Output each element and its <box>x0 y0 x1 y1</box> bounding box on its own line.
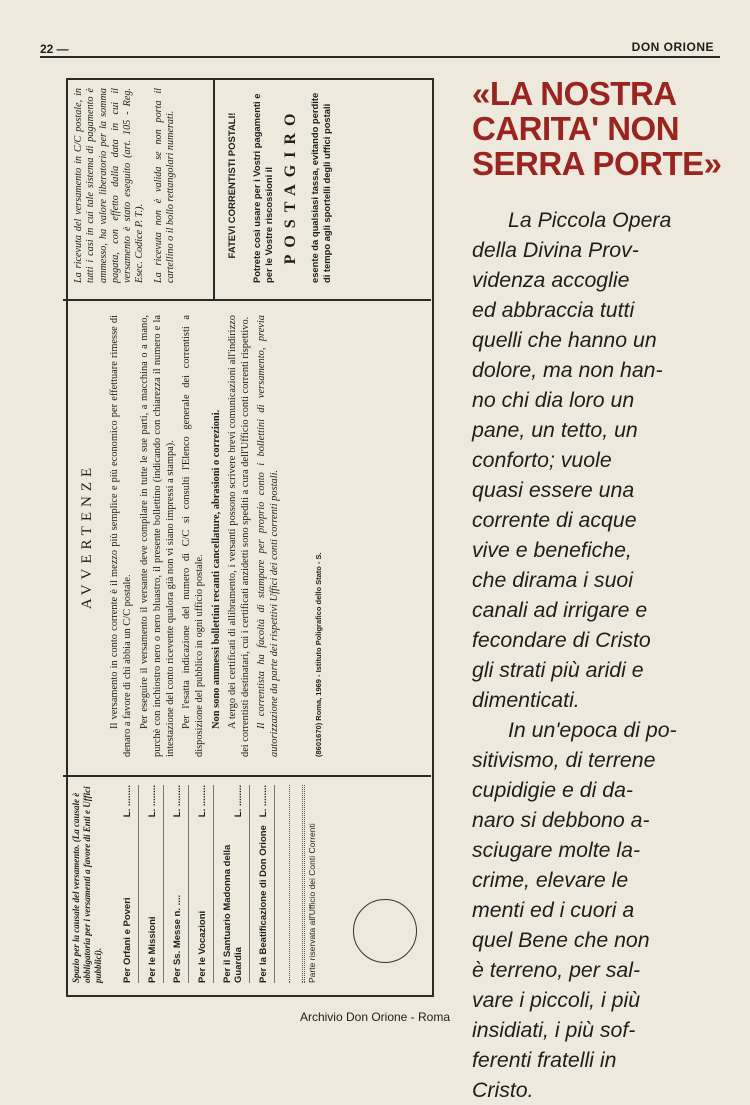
payment-form <box>63 78 431 997</box>
causale-amount: L. ........ <box>147 785 158 818</box>
page-number: 22 — <box>40 42 69 56</box>
causale-row <box>250 785 275 983</box>
causale-amount: L. ........ <box>233 785 244 818</box>
postmark-circle <box>353 899 417 963</box>
causali-note: Spazio per la causale del versamento. (La causale è obbligatoria per i versamenti a favore di Enti e Uffici pubblici). <box>71 786 103 983</box>
causale-label: Per le Missioni <box>147 916 158 983</box>
office-reserved-label: Parte riservata all'Ufficio dei Conti Correnti <box>307 823 317 983</box>
causale-label: Per Ss. Messe n. .... <box>172 894 183 983</box>
postagiro-title: POSTAGIRO <box>282 106 299 265</box>
postagiro-heading: FATEVI CORRENTISTI POSTALI! <box>227 112 238 259</box>
avvertenze-paragraph: Non sono ammessi bollettini recanti cancellature, abrasioni o correzioni. <box>210 409 222 729</box>
causale-amount: L. ........ <box>172 785 183 818</box>
causale-label: Per la Beatificazione di Don Orione <box>258 825 269 983</box>
postagiro-description: esente da qualsiasi tassa, evitando perdite di tempo agli sportelli degli uffici postali <box>309 92 332 283</box>
header-rule <box>40 56 720 58</box>
causale-amount: L. ........ <box>258 785 269 818</box>
causale-row <box>114 785 139 983</box>
avvertenze-title: AVVERTENZE <box>79 462 95 610</box>
postagiro-box <box>213 78 431 299</box>
causale-amount: L. ........ <box>122 785 133 818</box>
avvertenze-paragraph: Il versamento in conto corrente è il mezzo più semplice e più economico per effettuare rimesse di denaro a favore di chi abbia un C/C postale. <box>109 315 134 757</box>
causale-row <box>164 785 189 983</box>
info-panel <box>63 78 431 301</box>
running-head: DON ORIONE <box>631 40 714 54</box>
causale-label: Per le Vocazioni <box>197 910 208 983</box>
avvertenze-section <box>63 301 431 775</box>
article-paragraph: La Piccola Opera della Divina Prov- videnza accoglie ed abbraccia tutti quelli che hanno un dolore, ma non han- no chi dia loro un pane, un tetto, un conforto; vuole quasi essere una corrente di acque vive e benefiche, che dirama i suoi canali ad irrigare e fecondare di Cristo gli strati più aridi e dimenticati. <box>472 208 672 712</box>
causale-row <box>189 785 214 983</box>
causale-label: Per Orfani e Poveri <box>122 897 133 983</box>
article-paragraph: In un'epoca di po- sitivismo, di terrene cupidigie e di da- naro si debbono a- sciugare molte la- crime, elevare le menti ed i cuori a quel Bene che non è terreno, per sal- vare i piccoli, i più insidiati, i più sof- ferenti fratelli in Cristo. <box>472 718 677 1102</box>
office-reserved-area <box>302 785 423 983</box>
avvertenze-paragraph: A tergo dei certificati di allibramento, i versanti possono scrivere brevi comunicazioni all'indirizzo dei correntisti destinatari, cui i certificati anzidetti sono spediti a cura dell'Ufficio conti correnti rispettivo. <box>226 315 252 757</box>
avvertenze-paragraph: Per eseguire il versamento il versante deve compilare in tutte le sue parti, a macchina o a mano, purchè con inchiostro nero o nero bluastro, il presente bollettino (indicando con chiarezza il numero e la intestazione del conto ricevente qualora già non vi siano impressi a stampa). <box>138 315 177 757</box>
avvertenze-paragraph: Per l'esatta indicazione del numero di C/C si consulti l'Elenco generale dei correntisti a disposizione del pubblico in ogni ufficio postale. <box>181 315 206 757</box>
postagiro-intro: Potrete così usare per i Vostri pagamenti e per le Vostre riscossioni il <box>251 93 274 283</box>
causale-label: Per il Santuario Madonna della Guardia <box>222 844 244 983</box>
article <box>472 76 730 1105</box>
ricevuta-box <box>63 78 213 299</box>
archive-footer: Archivio Don Orione - Roma <box>299 1010 451 1024</box>
causale-row <box>139 785 164 983</box>
printer-note: (8601670) Roma, 1969 - Istituto Poligrafico dello Stato - S. <box>313 552 323 757</box>
ricevuta-text: La ricevuta non è valida se non porta il cartellino o il bollo rettangolari numerati. <box>152 88 177 283</box>
causale-row <box>214 785 250 983</box>
article-title: «LA NOSTRA CARITA' NON SERRA PORTE» <box>472 75 722 182</box>
causali-section <box>63 775 431 997</box>
blank-line <box>275 785 290 983</box>
ricevuta-text: La ricevuta del versamento in C/C postale, in tutti i casi in cui tale sistema di pagamento è ammesso, ha valore liberatorio per la somma pagata, con effetto dalla data in cui il versamento è stato eseguito (art. 105 - Reg. Esec. Codice P. T.). <box>73 88 146 283</box>
avvertenze-italic-paragraph: Il correntista ha facoltà di stampare per proprio conto i bollettini di versamento, previa autorizzazione da parte dei rispettivi Uffici dei conti correnti postali. <box>256 315 281 757</box>
causale-amount: L. ........ <box>197 785 208 818</box>
